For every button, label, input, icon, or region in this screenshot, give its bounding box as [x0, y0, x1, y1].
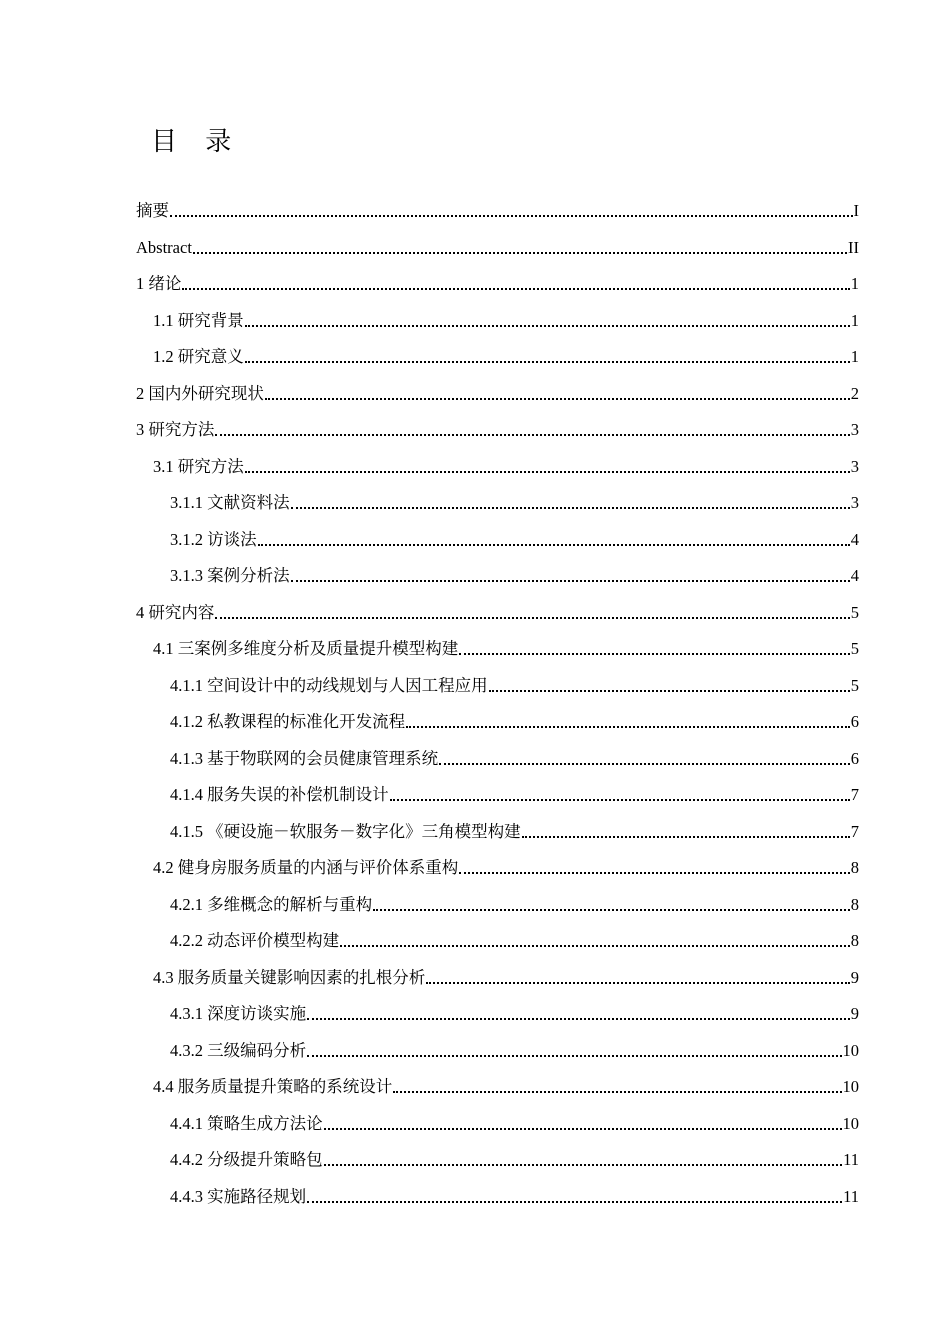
toc-entry-page: 7 [850, 821, 859, 841]
toc-entry-title: 4.1.3 基于物联网的会员健康管理系统 [170, 748, 439, 768]
toc-entry-page: 10 [842, 1113, 859, 1133]
dot-leader [459, 872, 850, 874]
toc-entry-title: 4.1.4 服务失误的补偿机制设计 [170, 785, 389, 804]
toc-entry-title: 4.4.1 策略生成方法论 [170, 1113, 323, 1133]
dot-leader [245, 325, 850, 327]
toc-entry-title: 2 国内外研究现状 [136, 383, 264, 403]
dot-leader [182, 288, 849, 290]
toc-entry-page: 5 [850, 675, 859, 695]
toc-entry[interactable] [170, 1026, 859, 1062]
dot-leader [340, 945, 850, 947]
toc-entry[interactable] [153, 843, 859, 879]
toc-entry-title: 4.4.2 分级提升策略包 [170, 1150, 323, 1169]
toc-entry-page: 2 [850, 383, 859, 403]
toc-entry[interactable] [170, 697, 859, 733]
dot-leader [522, 836, 850, 838]
toc-entry-page: 1 [850, 347, 859, 366]
dot-leader [439, 763, 850, 765]
toc-entry-page: 1 [850, 310, 859, 330]
toc-entry[interactable] [170, 770, 859, 806]
toc-entry-title: 摘要 [136, 201, 169, 220]
toc-entry-page: 4 [850, 566, 859, 585]
toc-entry[interactable] [170, 661, 859, 697]
toc-entry-title: 1.2 研究意义 [153, 347, 244, 366]
toc-entry[interactable] [153, 1062, 859, 1098]
toc-entry-title: 4.3.1 深度访谈实施 [170, 1004, 307, 1023]
toc-entry-page: 11 [843, 1150, 859, 1169]
toc-entry-page: 8 [850, 894, 859, 914]
dot-leader [426, 982, 850, 984]
toc-entry-page: 3 [850, 456, 859, 476]
toc-heading: 目 录 [151, 127, 242, 157]
toc-entry-title: Abstract [136, 237, 192, 257]
toc-entry-page: 7 [850, 785, 859, 804]
dot-leader [489, 690, 850, 692]
toc-entry-title: 4.1.2 私教课程的标准化开发流程 [170, 712, 406, 731]
dot-leader [373, 909, 850, 911]
toc-entry-title: 4.1 三案例多维度分析及质量提升模型构建 [153, 639, 459, 658]
toc-entry-page: 6 [850, 712, 859, 731]
toc-entry[interactable] [136, 259, 859, 295]
toc-entry[interactable] [170, 551, 859, 587]
toc-entry[interactable] [153, 953, 859, 989]
toc-entry[interactable] [170, 515, 859, 551]
dot-leader [265, 398, 850, 400]
dot-leader [215, 617, 849, 619]
toc-entry-page: II [848, 237, 859, 257]
toc-entry-title: 4.2.2 动态评价模型构建 [170, 931, 340, 950]
toc-entry[interactable] [136, 223, 859, 259]
toc-entry[interactable] [170, 1135, 859, 1171]
toc-entry[interactable] [170, 807, 859, 843]
toc-entry-page: 6 [850, 748, 859, 768]
toc-entry[interactable] [153, 296, 859, 332]
toc-entry-page: 8 [850, 858, 859, 877]
dot-leader [258, 544, 850, 546]
toc-entry-title: 3.1 研究方法 [153, 456, 244, 476]
toc-entry-page: 3 [850, 420, 859, 439]
toc-entry[interactable] [153, 624, 859, 660]
toc-entry[interactable] [153, 332, 859, 368]
toc-entry-title: 3.1.2 访谈法 [170, 529, 257, 549]
toc-entry[interactable] [153, 442, 859, 478]
toc-entry-page: 5 [850, 639, 859, 658]
toc-entry[interactable] [170, 734, 859, 770]
toc-entry-page: I [853, 201, 859, 220]
dot-leader [459, 653, 850, 655]
toc-entry-page: 9 [850, 967, 859, 987]
toc-entry[interactable] [136, 369, 859, 405]
toc-entry-page: 4 [850, 529, 859, 549]
dot-leader [307, 1018, 850, 1020]
toc-entry-title: 4.1.1 空间设计中的动线规划与人因工程应用 [170, 675, 488, 695]
toc-entry-page: 8 [850, 931, 859, 950]
toc-entry[interactable] [136, 405, 859, 441]
toc-entry[interactable] [170, 478, 859, 514]
dot-leader [193, 252, 847, 254]
dot-leader [245, 471, 850, 473]
toc-entry[interactable] [136, 186, 859, 222]
toc-entry-title: 4.4.3 实施路径规划 [170, 1186, 307, 1206]
toc-entry-title: 4.3.2 三级编码分析 [170, 1040, 307, 1060]
toc-entry-title: 4.4 服务质量提升策略的系统设计 [153, 1077, 393, 1096]
dot-leader [393, 1091, 841, 1093]
toc-entry[interactable] [136, 588, 859, 624]
toc-entry-title: 4.3 服务质量关键影响因素的扎根分析 [153, 967, 426, 987]
toc-entry-title: 4.2 健身房服务质量的内涵与评价体系重构 [153, 858, 459, 877]
dot-leader [291, 507, 850, 509]
dot-leader [307, 1055, 841, 1057]
toc-entry-page: 3 [850, 493, 859, 512]
toc-entry-page: 11 [843, 1186, 859, 1206]
toc-entry-title: 3 研究方法 [136, 420, 215, 439]
toc-entry[interactable] [170, 880, 859, 916]
toc-entry-page: 9 [850, 1004, 859, 1023]
toc-entry-page: 10 [842, 1040, 859, 1060]
dot-leader [215, 434, 849, 436]
toc-entry-title: 4 研究内容 [136, 602, 215, 622]
toc-entry[interactable] [170, 1172, 859, 1208]
dot-leader [390, 799, 850, 801]
toc-entry[interactable] [170, 916, 859, 952]
toc-entry-title: 3.1.1 文献资料法 [170, 493, 290, 512]
toc-entry-title: 3.1.3 案例分析法 [170, 566, 290, 585]
dot-leader [324, 1128, 842, 1130]
toc-entry-title: 1.1 研究背景 [153, 310, 244, 330]
toc-entry-page: 1 [850, 274, 859, 293]
dot-leader [170, 215, 853, 217]
toc-entry-title: 4.1.5 《硬设施－软服务－数字化》三角模型构建 [170, 821, 521, 841]
dot-leader [291, 580, 850, 582]
toc-entry[interactable] [170, 989, 859, 1025]
toc-entry[interactable] [170, 1099, 859, 1135]
toc-entry-title: 4.2.1 多维概念的解析与重构 [170, 894, 373, 914]
toc-entry-title: 1 绪论 [136, 274, 182, 293]
dot-leader [307, 1201, 842, 1203]
dot-leader [324, 1164, 842, 1166]
toc-entry-page: 10 [842, 1077, 859, 1096]
dot-leader [245, 361, 850, 363]
toc-entry-page: 5 [850, 602, 859, 622]
dot-leader [406, 726, 850, 728]
